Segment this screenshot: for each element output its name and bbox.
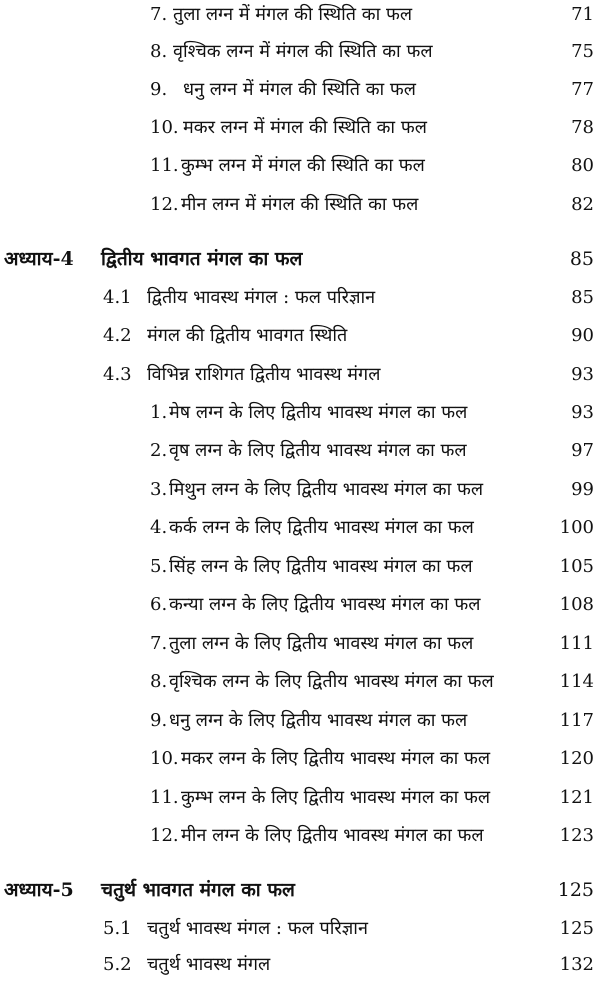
section-page: 90 [571,325,594,346]
section-title: चतुर्थ भावस्थ मंगल : फल परिज्ञान [147,918,368,939]
entry-title: धनु लग्न के लिए द्वितीय भावस्थ मंगल का फल [169,710,468,731]
toc-entry [0,72,600,108]
entry-page: 123 [559,825,594,846]
entry-number: 4. [150,517,168,538]
entry-page: 121 [559,787,594,808]
entry-number: 11. [150,155,179,176]
toc-entry [0,110,600,146]
entry-page: 78 [571,117,594,138]
entry-page: 82 [571,194,594,215]
chapter-heading [0,872,600,908]
entry-number: 10. [150,117,179,138]
toc-section [0,911,600,947]
entry-number: 6. [150,594,168,615]
chapter-heading [0,241,600,277]
toc-entry [0,34,600,70]
entry-number: 8. [150,41,168,62]
entry-number: 8. [150,671,168,692]
toc-entry [0,741,600,777]
entry-title: धनु लग्न में मंगल की स्थिति का फल [183,79,417,100]
entry-page: 75 [571,41,594,62]
toc-entry [0,626,600,662]
entry-title: तुला लग्न के लिए द्वितीय भावस्थ मंगल का फल [169,633,474,654]
entry-page: 105 [559,556,594,577]
entry-page: 100 [559,517,594,538]
toc-entry [0,510,600,546]
section-number: 5.2 [103,954,132,975]
toc-section [0,947,600,983]
entry-page: 114 [559,671,594,692]
toc-entry [0,587,600,623]
entry-number: 2. [150,440,168,461]
entry-title: मीन लग्न में मंगल की स्थिति का फल [181,194,419,215]
toc-entry [0,472,600,508]
entry-page: 71 [571,4,594,25]
entry-number: 12. [150,825,179,846]
section-number: 5.1 [103,918,132,939]
toc-entry [0,395,600,431]
section-page: 132 [559,954,594,975]
section-page: 125 [559,918,594,939]
entry-title: मकर लग्न में मंगल की स्थिति का फल [183,117,427,138]
entry-number: 7. [150,633,168,654]
entry-number: 9. [150,79,168,100]
entry-title: कर्क लग्न के लिए द्वितीय भावस्थ मंगल का फल [169,517,474,538]
entry-title: सिंह लग्न के लिए द्वितीय भावस्थ मंगल का फल [169,556,473,577]
section-page: 93 [571,364,594,385]
entry-title: वृष लग्न के लिए द्वितीय भावस्थ मंगल का फल [169,440,467,461]
entry-number: 11. [150,787,179,808]
toc-entry [0,780,600,816]
toc-section [0,357,600,393]
entry-number: 12. [150,194,179,215]
toc-entry [0,0,600,33]
section-title: मंगल की द्वितीय भावगत स्थिति [147,325,348,346]
toc-entry [0,187,600,223]
toc-entry [0,549,600,585]
toc-entry [0,433,600,469]
section-page: 85 [571,287,594,308]
chapter-page: 85 [569,248,594,270]
entry-title: मिथुन लग्न के लिए द्वितीय भावस्थ मंगल का फल [169,479,484,500]
chapter-number: अध्याय-4 [4,248,74,270]
entry-title: कन्या लग्न के लिए द्वितीय भावस्थ मंगल का फल [169,594,481,615]
section-number: 4.1 [103,287,132,308]
entry-title: मीन लग्न के लिए द्वितीय भावस्थ मंगल का फल [181,825,484,846]
entry-title: वृश्चिक लग्न के लिए द्वितीय भावस्थ मंगल का फल [169,671,494,692]
chapter-page: 125 [557,879,594,901]
entry-number: 10. [150,748,179,769]
entry-page: 117 [559,710,594,731]
entry-number: 7. [150,4,168,25]
entry-title: तुला लग्न में मंगल की स्थिति का फल [173,4,413,25]
entry-number: 5. [150,556,168,577]
section-number: 4.2 [103,325,132,346]
toc-entry [0,703,600,739]
toc-entry [0,664,600,700]
entry-page: 108 [559,594,594,615]
entry-page: 120 [559,748,594,769]
chapter-number: अध्याय-5 [4,879,74,901]
entry-page: 111 [559,633,594,654]
section-title: द्वितीय भावस्थ मंगल : फल परिज्ञान [147,287,376,308]
entry-page: 99 [571,479,594,500]
toc-entry [0,818,600,854]
entry-title: वृश्चिक लग्न में मंगल की स्थिति का फल [173,41,433,62]
entry-title: कुम्भ लग्न में मंगल की स्थिति का फल [181,155,425,176]
section-title: चतुर्थ भावस्थ मंगल [147,954,271,975]
chapter-title: द्वितीय भावगत मंगल का फल [101,248,303,270]
entry-page: 93 [571,402,594,423]
entry-title: मेष लग्न के लिए द्वितीय भावस्थ मंगल का फल [169,402,468,423]
entry-number: 9. [150,710,168,731]
entry-title: मकर लग्न के लिए द्वितीय भावस्थ मंगल का फल [181,748,491,769]
entry-page: 77 [571,79,594,100]
section-number: 4.3 [103,364,132,385]
entry-number: 3. [150,479,168,500]
toc-section [0,280,600,316]
entry-title: कुम्भ लग्न के लिए द्वितीय भावस्थ मंगल का फल [181,787,491,808]
section-title: विभिन्न राशिगत द्वितीय भावस्थ मंगल [147,364,381,385]
entry-number: 1. [150,402,168,423]
entry-page: 97 [571,440,594,461]
chapter-title: चतुर्थ भावगत मंगल का फल [101,879,295,901]
toc-section [0,318,600,354]
entry-page: 80 [571,155,594,176]
toc-entry [0,148,600,184]
